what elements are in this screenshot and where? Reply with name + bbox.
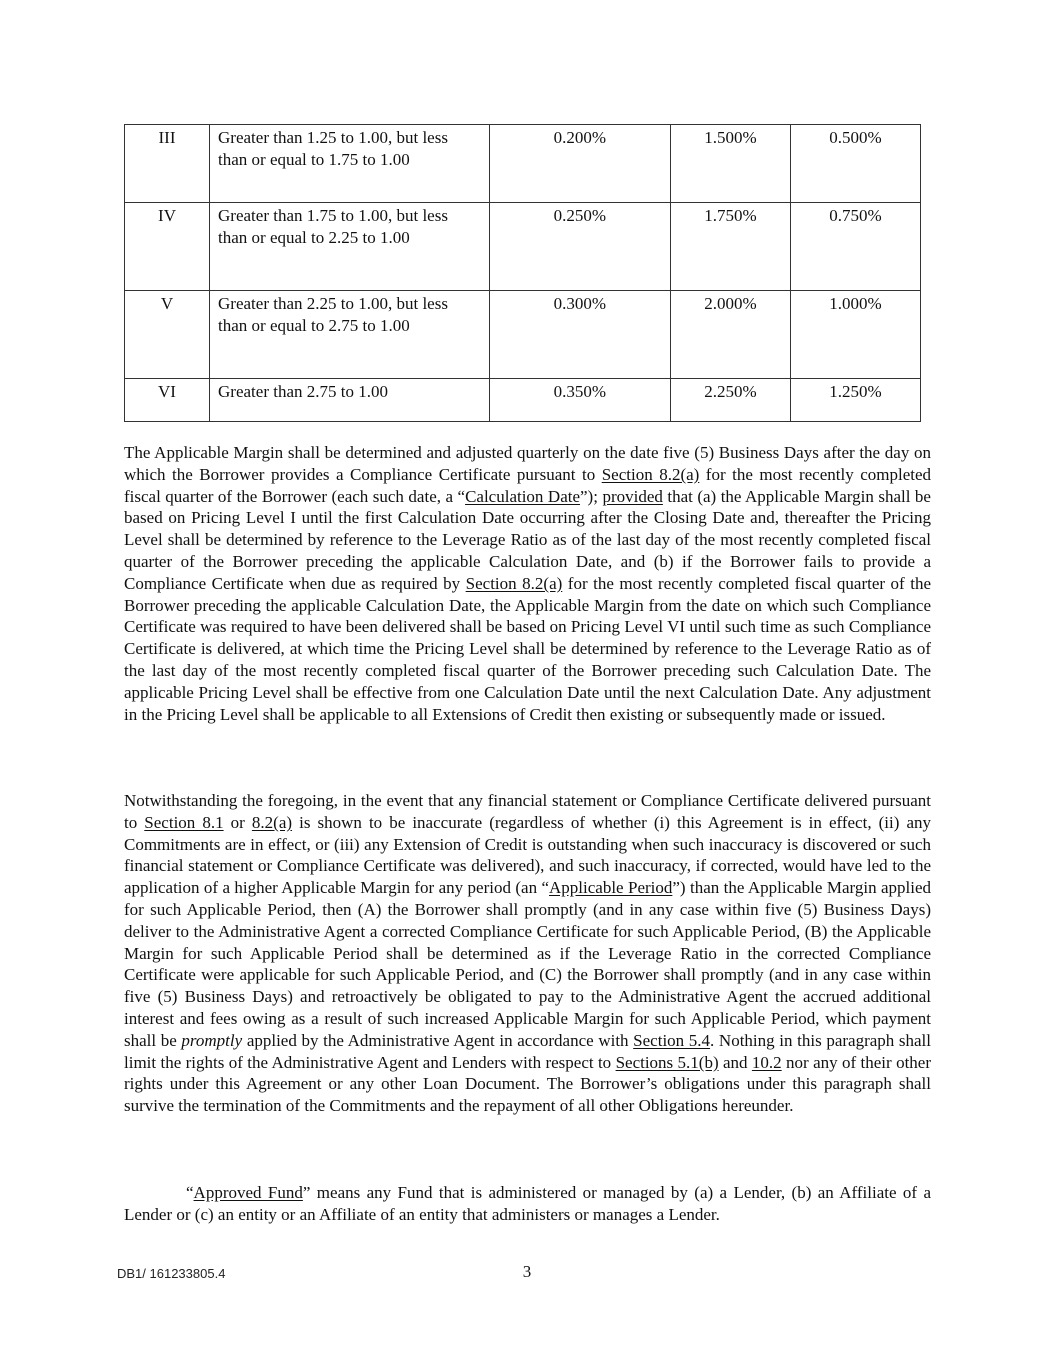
text-run: and <box>718 1052 752 1072</box>
rate-cell: 1.500% <box>671 125 791 203</box>
text-run: “ <box>186 1183 194 1202</box>
pricing-level-cell: III <box>125 125 210 203</box>
approved-fund-definition <box>124 1182 931 1226</box>
document-id: DB1/ 161233805.4 <box>117 1266 226 1281</box>
defined-term: Approved Fund <box>193 1183 303 1202</box>
text-run: . Nothing in this paragraph shall limit the rights of the Administrative Agent and Lenders with respect to <box>124 1030 932 1072</box>
text-run: The Applicable Margin shall be determined and adjusted quarterly on the date five (5) Business Days after the day on which the Borrower provides a Compliance Certificate pursuant to <box>124 443 931 484</box>
section-reference-link[interactable]: 10.2 <box>751 1052 782 1072</box>
rate-cell: 0.200% <box>489 125 670 203</box>
section-reference-link[interactable]: Section 8.1 <box>144 812 224 832</box>
leverage-condition-cell: Greater than 1.75 to 1.00, but less than or equal to 2.25 to 1.00 <box>210 203 490 291</box>
applicable-margin-paragraph <box>124 442 931 725</box>
text-run: nor any of their other rights under this Agreement or any other Loan Document. The Borrower’s obligations under this paragraph shall survive the termination of the Commitments and the repayment of all other Obligations hereunder. <box>124 1052 931 1116</box>
text-run: ” means any Fund that is administered or managed by (a) a Lender, (b) an Affiliate of a Lender or (c) an entity or an Affiliate of an entity that administers or manages a Lender. <box>124 1183 931 1224</box>
section-reference-link[interactable]: Section 8.2(a) <box>465 573 563 593</box>
leverage-condition-cell: Greater than 2.75 to 1.00 <box>210 379 490 422</box>
pricing-level-table <box>124 124 921 422</box>
rate-cell: 0.250% <box>489 203 670 291</box>
pricing-level-cell: IV <box>125 203 210 291</box>
pricing-level-cell: VI <box>125 379 210 422</box>
table-row <box>125 291 921 379</box>
text-run: Notwithstanding the foregoing, in the event that any financial statement or Compliance Certificate delivered pursuant to <box>124 791 931 832</box>
rate-cell: 1.000% <box>790 291 920 379</box>
rate-cell: 0.350% <box>489 379 670 422</box>
section-reference-link[interactable]: Section 8.2(a) <box>601 464 700 484</box>
text-run: that (a) the Applicable Margin shall be based on Pricing Level I until the first Calculation Date occurring after the Closing Date and, thereafter the Pricing Level shall be determined by reference to the Leverage Ratio as of the last day of the most recently completed fiscal quarter of the Borrower preceding the applicable Calculation Date, and (b) if the Borrower fails to provide a Compliance Certificate when due as required by <box>124 486 931 593</box>
proviso-term: provided <box>602 486 663 506</box>
text-run: is shown to be inaccurate (regardless of whether (i) this Agreement is in effect, (ii) any Commitments are in effect, or (iii) any Extension of Credit is outstanding when such inaccuracy is discovered or such financial statement or Compliance Certificate was delivered), and such inaccuracy, if corrected, would have led to the application of a higher Applicable Margin for any period (an “ <box>124 812 932 898</box>
rate-cell: 0.750% <box>790 203 920 291</box>
defined-term: Calculation Date <box>465 486 581 506</box>
rate-cell: 0.500% <box>790 125 920 203</box>
text-run: ”); <box>580 486 603 506</box>
rate-cell: 1.250% <box>790 379 920 422</box>
leverage-condition-cell: Greater than 2.25 to 1.00, but less than or equal to 2.75 to 1.00 <box>210 291 490 379</box>
section-reference-link[interactable]: 8.2(a) <box>251 812 293 832</box>
rate-cell: 2.000% <box>671 291 791 379</box>
pricing-level-cell: V <box>125 291 210 379</box>
text-run: applied by the Administrative Agent in accordance with <box>242 1030 634 1050</box>
table-row <box>125 203 921 291</box>
emphasis-text: promptly <box>181 1030 243 1050</box>
text-run: or <box>223 812 252 832</box>
text-run: ”) than the Applicable Margin applied for such Applicable Period, then (A) the Borrower shall promptly (and in any case within five (5) Business Days) deliver to the Administrative Agent a corrected Compliance Certificate for such Applicable Period, (B) the Applicable Margin for such Applicable Period shall be determined as if the Leverage Ratio in the corrected Compliance Certificate were applicable for such Applicable Period, and (C) the Borrower shall promptly (and in any case within five (5) Business Days) and retroactively be obligated to pay to the Administrative Agent the accrued additional interest and fees owing as a result of such increased Applicable Margin for such Applicable Period, which payment shall be <box>124 878 931 1050</box>
section-reference-link[interactable]: Sections 5.1(b) <box>615 1052 719 1072</box>
section-reference-link[interactable]: Section 5.4 <box>633 1030 711 1050</box>
rate-cell: 0.300% <box>489 291 670 379</box>
notwithstanding-paragraph <box>124 790 931 1117</box>
page-number: 3 <box>522 1262 532 1281</box>
defined-term: Applicable Period <box>549 878 673 898</box>
text-run: for the most recently completed fiscal quarter of the Borrower (each such date, a “ <box>124 464 932 506</box>
text-run: for the most recently completed fiscal quarter of the Borrower preceding the applicable Calculation Date, the Applicable Margin from the date on which such Compliance Certificate was required to have been delivered shall be based on Pricing Level VI until such time as such Compliance Certificate is delivered, at which time the Pricing Level shall be determined by reference to the Leverage Ratio as of the last day of the most recently completed fiscal quarter of the Borrower preceding such Calculation Date. The applicable Pricing Level shall be effective from one Calculation Date until the next Calculation Date. Any adjustment in the Pricing Level shall be applicable to all Extensions of Credit then existing or subsequently made or issued. <box>124 573 931 724</box>
leverage-condition-cell: Greater than 1.25 to 1.00, but less than or equal to 1.75 to 1.00 <box>210 125 490 203</box>
rate-cell: 1.750% <box>671 203 791 291</box>
table-row <box>125 125 921 203</box>
table-row <box>125 379 921 422</box>
rate-cell: 2.250% <box>671 379 791 422</box>
